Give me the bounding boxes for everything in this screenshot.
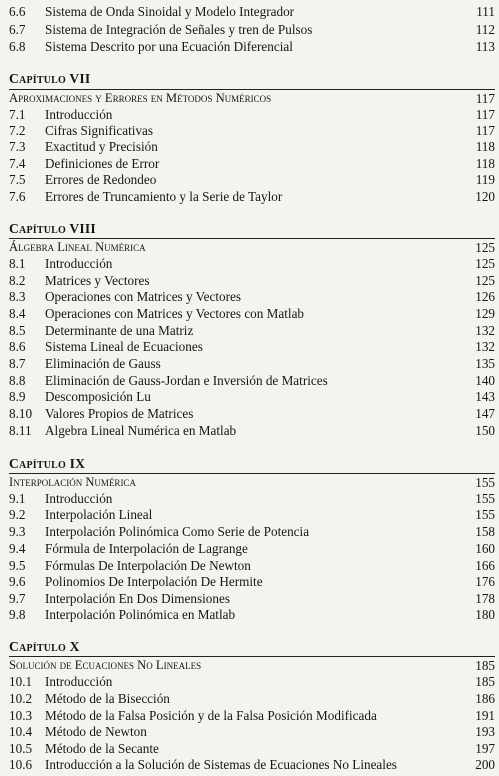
page-number: 118 — [475, 156, 495, 171]
section-number: 9.7 — [9, 591, 26, 606]
page-number: 155 — [475, 491, 495, 506]
chapter-title-row — [9, 239, 495, 256]
toc-entry — [9, 338, 495, 355]
toc-entry — [9, 557, 495, 574]
page-number: 132 — [475, 323, 495, 338]
toc-entry — [9, 255, 495, 272]
section-title: Polinomios De Interpolación De Hermite — [45, 574, 263, 589]
section-title: Método de Newton — [45, 724, 147, 739]
page-number: 197 — [475, 741, 495, 756]
section-title: Interpolación Polinómica en Matlab — [45, 607, 236, 622]
page-number: 155 — [475, 507, 495, 522]
page-number: 119 — [475, 172, 495, 187]
chapter-heading: Capítulo X — [9, 639, 80, 654]
section-title: Fórmula de Interpolación de Lagrange — [45, 541, 248, 556]
section-number: 10.4 — [9, 724, 33, 739]
toc-entry — [9, 21, 495, 38]
toc-entry — [9, 272, 495, 289]
page-number: 129 — [475, 306, 495, 321]
toc-entry — [9, 305, 495, 322]
toc-entry — [9, 288, 495, 305]
section-number: 7.2 — [9, 123, 26, 138]
page-number: 111 — [476, 4, 495, 19]
page-number: 113 — [475, 39, 495, 54]
section-number: 7.3 — [9, 139, 26, 154]
section-number: 9.6 — [9, 574, 26, 589]
section-title: Introducción — [45, 491, 113, 506]
toc-entry — [9, 422, 495, 439]
page-number: 158 — [475, 524, 495, 539]
section-number: 6.8 — [9, 39, 26, 54]
section-title: Errores de Redondeo — [45, 172, 157, 187]
section-number: 10.5 — [9, 741, 33, 756]
chapter-title-row — [9, 657, 495, 674]
page-number: 160 — [475, 541, 495, 556]
section-title: Introducción a la Solución de Sistemas de Ecuaciones No Lineales — [45, 757, 397, 772]
toc-entry — [9, 506, 495, 523]
section-title: Definiciones de Error — [45, 156, 160, 171]
toc-entry — [9, 38, 495, 55]
section-number: 10.2 — [9, 691, 33, 706]
section-number: 10.1 — [9, 674, 33, 689]
toc-entry — [9, 673, 495, 690]
section-number: 8.3 — [9, 289, 26, 304]
section-number: 9.2 — [9, 507, 26, 522]
section-number: 8.5 — [9, 323, 26, 338]
section-title: Errores de Truncamiento y la Serie de Taylor — [45, 189, 283, 204]
section-title: Valores Propios de Matrices — [45, 406, 194, 421]
section-title: Método de la Falsa Posición y de la Falsa Posición Modificada — [45, 708, 377, 723]
page-number: 143 — [475, 389, 495, 404]
section-title: Sistema Lineal de Ecuaciones — [45, 339, 203, 354]
chapter-title-row — [9, 474, 495, 491]
section-title: Sistema de Integración de Señales y tren de Pulsos — [45, 22, 313, 37]
toc-entry — [9, 740, 495, 757]
section-number: 8.9 — [9, 389, 26, 404]
toc-entry — [9, 171, 495, 188]
page-number: 180 — [475, 607, 495, 622]
page-number: 118 — [475, 139, 495, 154]
toc-entry — [9, 388, 495, 405]
section-number: 9.8 — [9, 607, 26, 622]
toc-entry — [9, 106, 495, 123]
section-number: 8.10 — [9, 406, 33, 421]
toc-entry — [9, 723, 495, 740]
section-number: 7.6 — [9, 189, 26, 204]
page-number: 117 — [475, 123, 495, 138]
page-number: 150 — [475, 423, 495, 438]
section-number: 8.4 — [9, 306, 26, 321]
page-number: 132 — [475, 339, 495, 354]
toc-entry — [9, 590, 495, 607]
section-number: 7.4 — [9, 156, 26, 171]
section-title: Introducción — [45, 674, 113, 689]
chapter-heading: Capítulo VIII — [9, 221, 96, 236]
chapter-title: Interpolación Numérica — [9, 475, 136, 489]
toc-entry — [9, 138, 495, 155]
section-title: Eliminación de Gauss-Jordan e Inversión de Matrices — [45, 373, 328, 388]
section-title: Método de la Secante — [45, 741, 159, 756]
toc-entry — [9, 372, 495, 389]
chapter-title: Álgebra Lineal Numérica — [9, 240, 146, 254]
section-number: 7.5 — [9, 172, 26, 187]
toc-entry — [9, 355, 495, 372]
section-title: Exactitud y Precisión — [45, 139, 158, 154]
section-number: 6.7 — [9, 22, 26, 37]
section-number: 8.7 — [9, 356, 26, 371]
section-number: 8.8 — [9, 373, 26, 388]
section-title: Método de la Bisección — [45, 691, 170, 706]
section-title: Determinante de una Matriz — [45, 323, 194, 338]
section-number: 9.5 — [9, 558, 26, 573]
toc-entry — [9, 540, 495, 557]
section-title: Interpolación En Dos Dimensiones — [45, 591, 230, 606]
page-number: 176 — [475, 574, 495, 589]
page-number: 185 — [475, 658, 495, 673]
toc-entry — [9, 707, 495, 724]
page-number: 125 — [475, 256, 495, 271]
chapter-title: Solución de Ecuaciones No Lineales — [9, 658, 202, 672]
page-number: 193 — [475, 724, 495, 739]
page-number: 166 — [475, 558, 495, 573]
page-number: 126 — [475, 289, 495, 304]
toc-entry — [9, 122, 495, 139]
section-number: 9.1 — [9, 491, 26, 506]
section-title: Sistema Descrito por una Ecuación Diferencial — [45, 39, 293, 54]
toc-entry — [9, 322, 495, 339]
chapter-title: Aproximaciones y Errores en Métodos Numéricos — [9, 91, 272, 105]
page-number: 200 — [475, 757, 495, 772]
section-title: Descomposición Lu — [45, 389, 151, 404]
page-number: 120 — [475, 189, 495, 204]
toc-entry — [9, 573, 495, 590]
toc-entry — [9, 155, 495, 172]
section-number: 9.3 — [9, 524, 26, 539]
toc-entry — [9, 490, 495, 507]
page-number: 185 — [475, 674, 495, 689]
section-title: Interpolación Lineal — [45, 507, 153, 522]
chapter-heading: Capítulo VII — [9, 71, 91, 86]
section-title: Cifras Significativas — [45, 123, 154, 138]
toc-entry — [9, 405, 495, 422]
page-number: 186 — [475, 691, 495, 706]
page-number: 117 — [475, 91, 495, 106]
section-title: Operaciones con Matrices y Vectores con Matlab — [45, 306, 305, 321]
page-number: 112 — [475, 22, 495, 37]
section-number: 6.6 — [9, 4, 26, 19]
section-title: Eliminación de Gauss — [45, 356, 161, 371]
toc-entry — [9, 3, 495, 20]
page-number: 155 — [475, 475, 495, 490]
page-number: 147 — [475, 406, 495, 421]
page-number: 178 — [475, 591, 495, 606]
section-number: 10.3 — [9, 708, 33, 723]
section-number: 10.6 — [9, 757, 33, 772]
toc-entry — [9, 188, 495, 205]
section-title: Algebra Lineal Numérica en Matlab — [45, 423, 237, 438]
section-number: 7.1 — [9, 107, 26, 122]
section-title: Operaciones con Matrices y Vectores — [45, 289, 242, 304]
page-number: 191 — [475, 708, 495, 723]
page-number: 117 — [475, 107, 495, 122]
toc-entry — [9, 690, 495, 707]
toc-entry — [9, 523, 495, 540]
section-title: Sistema de Onda Sinoidal y Modelo Integrador — [45, 4, 295, 19]
section-number: 8.11 — [9, 423, 32, 438]
section-title: Introducción — [45, 107, 113, 122]
section-number: 8.2 — [9, 273, 26, 288]
section-title: Matrices y Vectores — [45, 273, 150, 288]
page-number: 125 — [475, 240, 495, 255]
page-number: 140 — [475, 373, 495, 388]
section-title: Fórmulas De Interpolación De Newton — [45, 558, 251, 573]
page-number: 125 — [475, 273, 495, 288]
section-number: 8.1 — [9, 256, 26, 271]
page-number: 135 — [475, 356, 495, 371]
chapter-heading: Capítulo IX — [9, 456, 86, 471]
toc-entry — [9, 756, 495, 773]
section-title: Interpolación Polinómica Como Serie de Potencia — [45, 524, 310, 539]
section-number: 8.6 — [9, 339, 26, 354]
toc-entry — [9, 606, 495, 623]
section-number: 9.4 — [9, 541, 26, 556]
section-title: Introducción — [45, 256, 113, 271]
chapter-title-row — [9, 90, 495, 107]
